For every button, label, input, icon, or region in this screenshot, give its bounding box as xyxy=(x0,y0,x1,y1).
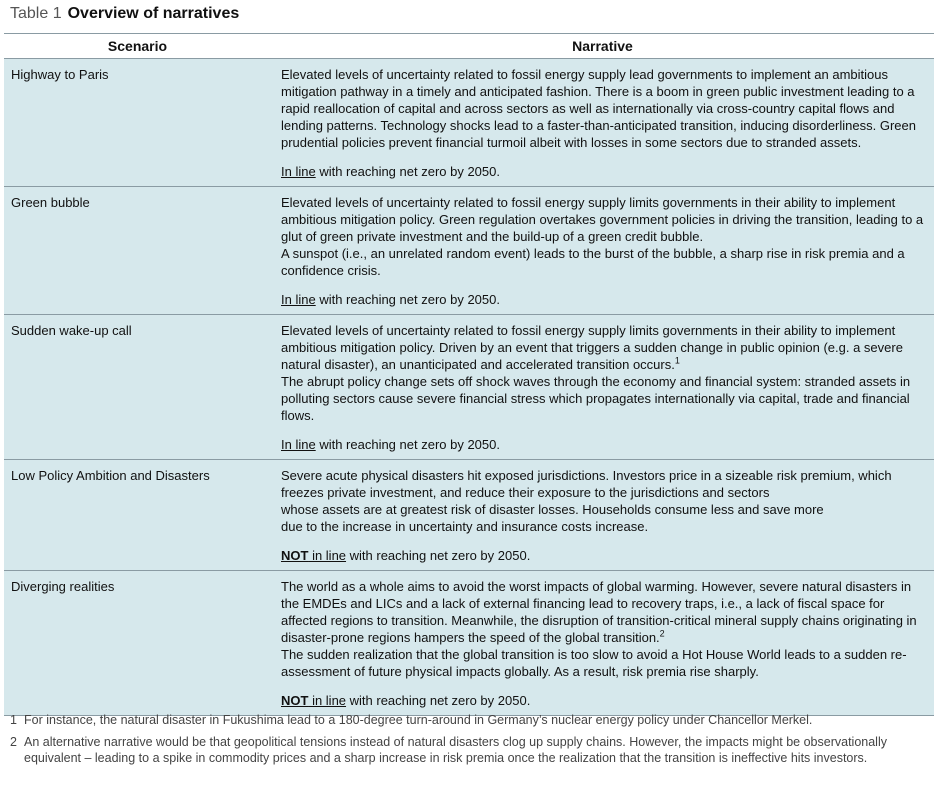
status-in-line: In line xyxy=(281,292,316,307)
footnote-text: For instance, the natural disaster in Fukushima lead to a 180-degree turn-around in Germany’s nuclear energy policy under Chancellor Merkel. xyxy=(24,713,813,727)
footnote-number: 2 xyxy=(10,735,17,749)
narrative-paragraph xyxy=(281,66,926,151)
narratives-table xyxy=(4,33,934,716)
narrative-paragraph xyxy=(281,646,926,680)
footnote-number: 1 xyxy=(10,713,17,727)
table-row xyxy=(4,187,934,315)
status-text: with reaching net zero by 2050. xyxy=(346,693,531,708)
narrative-paragraph xyxy=(281,467,926,501)
table-row xyxy=(4,571,934,716)
narrative-paragraph xyxy=(281,245,926,279)
narrative-text: Elevated levels of uncertainty related to fossil energy supply limits governments in their ability to implement ambitious mitigation policy. Driven by an event that triggers a sudden change in public opinion (e.g. a severe natural disaster), an unanticipated and accelerated transition occurs. xyxy=(281,323,903,372)
scenario-cell: Diverging realities xyxy=(4,571,271,716)
narrative-text: The world as a whole aims to avoid the worst impacts of global warming. However, severe natural disasters in the EMDEs and LICs and a lack of external financing lead to recovery traps, i.e., a lack of fiscal space for affected regions to transition. Meanwhile, the disruption of transition-critical mineral supply chains originating in disaster-prone regions hampers the speed of the global transition. xyxy=(281,579,917,645)
column-header-narrative: Narrative xyxy=(271,34,934,59)
narrative-paragraph xyxy=(281,322,926,373)
footnote xyxy=(10,734,928,766)
narrative-paragraph xyxy=(281,194,926,245)
scenario-cell: Highway to Paris xyxy=(4,59,271,187)
table-body xyxy=(4,59,934,716)
narrative-text: due to the increase in uncertainty and insurance costs increase. xyxy=(281,519,649,534)
status-negation: NOT xyxy=(281,548,309,563)
narrative-text: The sudden realization that the global transition is too slow to avoid a Hot House World leads to a sudden re-assessment of future physical impacts globally. As a result, risk premia rise sharply. xyxy=(281,647,907,679)
table-row xyxy=(4,315,934,460)
narrative-text: Severe acute physical disasters hit exposed jurisdictions. Investors price in a sizeable risk premium, which freezes private investment, and reduce their exposure to the jurisdictions and sectors xyxy=(281,468,892,500)
narrative-text: The abrupt policy change sets off shock waves through the economy and financial system: stranded assets in polluting sectors cause severe financial stress which propagates internationally via capital, trade and financial flows. xyxy=(281,374,911,423)
table-caption xyxy=(10,4,239,24)
footnote-reference: 1 xyxy=(674,355,680,366)
narrative-paragraph xyxy=(281,373,926,424)
status-in-line: In line xyxy=(281,437,316,452)
narrative-text: whose assets are at greatest risk of disaster losses. Households consume less and save more xyxy=(281,502,824,517)
status-text: with reaching net zero by 2050. xyxy=(315,292,500,307)
net-zero-status xyxy=(281,163,926,180)
column-header-scenario: Scenario xyxy=(4,34,271,59)
status-text: with reaching net zero by 2050. xyxy=(346,548,531,563)
scenario-cell: Low Policy Ambition and Disasters xyxy=(4,460,271,571)
table-title: Overview of narratives xyxy=(67,5,240,22)
narrative-cell xyxy=(271,187,934,315)
table-number: Table 1 xyxy=(10,5,62,22)
status-text: with reaching net zero by 2050. xyxy=(315,164,500,179)
net-zero-status xyxy=(281,692,926,709)
footnote-reference: 2 xyxy=(659,628,665,639)
scenario-cell: Sudden wake-up call xyxy=(4,315,271,460)
table-row xyxy=(4,59,934,187)
net-zero-status xyxy=(281,547,926,564)
table-header-row xyxy=(4,34,934,59)
status-in-line: In line xyxy=(281,164,316,179)
narrative-text: Elevated levels of uncertainty related to fossil energy supply limits governments in their ability to implement ambitious mitigation policy. Green regulation overtakes government policies in driving the transition, leading to a glut of green private investment and the build-up of a green credit bubble. xyxy=(281,195,924,244)
net-zero-status xyxy=(281,291,926,308)
status-negation: NOT xyxy=(281,693,309,708)
narrative-paragraph xyxy=(281,501,926,518)
footnotes xyxy=(10,712,928,772)
narrative-paragraph xyxy=(281,518,926,535)
narrative-cell xyxy=(271,315,934,460)
footnote-text: An alternative narrative would be that geopolitical tensions instead of natural disasters clog up supply chains. However, the impacts might be observationally equivalent – leading to a spike in commodity prices and a sharp increase in risk premia once the realization that the transition is ineffective hits investors. xyxy=(24,735,887,765)
status-in-line: in line xyxy=(308,548,347,563)
narrative-text: Elevated levels of uncertainty related to fossil energy supply lead governments to implement an ambitious mitigation pathway in a timely and anticipated fashion. There is a boom in green public investment leading to a rapid reallocation of capital and across sectors as well as internationally via cross-country capital flows and lending patterns. Technology shocks lead to a faster-than-anticipated transition, inducing disorderliness. Green prudential policies prevent financial turmoil albeit with losses in some sectors due to stranded assets. xyxy=(281,67,916,150)
narrative-cell xyxy=(271,460,934,571)
status-text: with reaching net zero by 2050. xyxy=(315,437,500,452)
scenario-cell: Green bubble xyxy=(4,187,271,315)
status-in-line: in line xyxy=(308,693,347,708)
net-zero-status xyxy=(281,436,926,453)
narrative-cell xyxy=(271,59,934,187)
narrative-text: A sunspot (i.e., an unrelated random event) leads to the burst of the bubble, a sharp rise in risk premia and a confidence crisis. xyxy=(281,246,905,278)
narrative-cell xyxy=(271,571,934,716)
narrative-paragraph xyxy=(281,578,926,646)
footnote xyxy=(10,712,928,728)
table-row xyxy=(4,460,934,571)
